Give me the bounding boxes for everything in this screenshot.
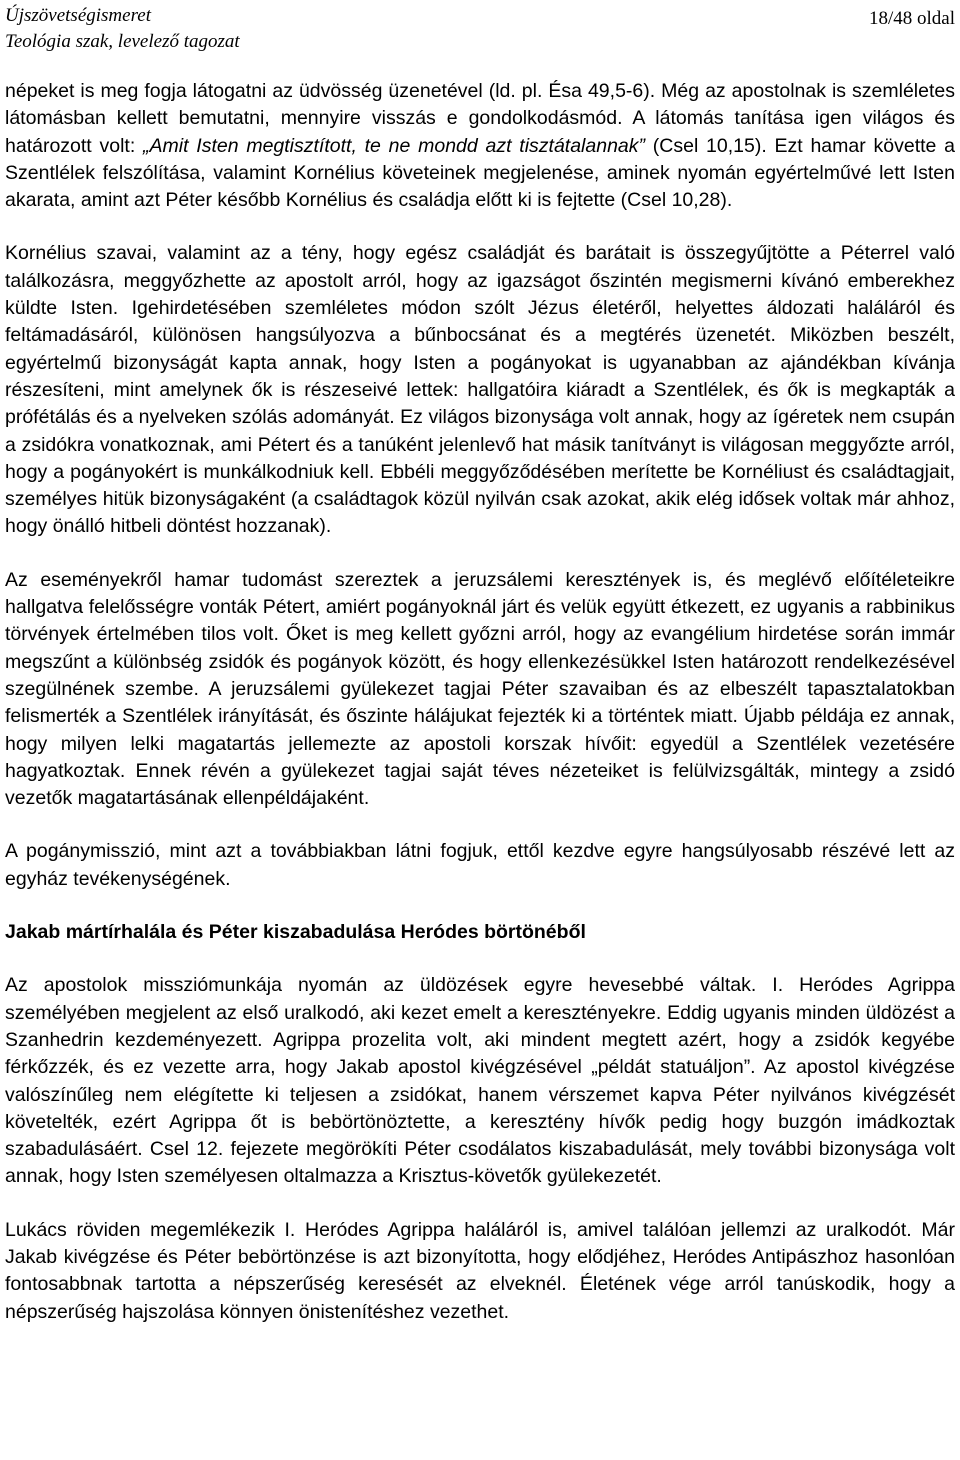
- paragraph-4: A pogánymisszió, mint azt a továbbiakban látni fogjuk, ettől kezdve egyre hangsúlyosabb részévé lett az egyház tevékenységének.: [5, 840, 955, 890]
- page-number: 18/48 oldal: [868, 8, 955, 29]
- document-title: Újszövetségismeret: [5, 5, 151, 26]
- paragraph-5: Az apostolok missziómunkája nyomán az üldözések egyre hevesebbé váltak. I. Heródes Agrippa személyében megjelent az első uralkodó, aki kezet emelt a keresztényekre. Eddig ugyanis minden üldözést a Szanhedrin kezdeményezett. Agrippa prozelita volt, aki mindent megtett azért, hogy a zsidók kegyébe férkőzzék, és ez vezette arra, hogy Jakab apostol kivégzésével „példát statuáljon”. Az apostol kivégzése valószínűleg nem elégítette ki teljesen a zsidókat, hanem vérszemet kapva Péter nyilvános kivégzését követelték, ezért Agrippa őt is bebörtönöztette, a keresztény hívők pedig hogy buzgón imádkoztak szabadulásáért. Csel 12. fejezete megörökíti Péter csodálatos kiszabadulását, mely további bizonysága volt annak, hogy Isten személyesen oltalmazza a Krisztus-követők gyülekezetét.: [5, 974, 955, 1188]
- paragraph-1-text-b: (Csel 10,15). Ezt hamar követte a Szentlélek felszólítása, valamint Kornélius követeinek megjelenése, aminek nyomán egyértelművé lett Isten akarata, amint azt Péter később Kornélius és családja előtt ki is fejtette (Csel 10,28).: [5, 134, 955, 212]
- scripture-quote: „Amit Isten megtisztított, te ne mondd azt tisztátalannak”: [143, 134, 646, 157]
- page-header: [5, 3, 955, 55]
- paragraph-2: Kornélius szavai, valamint az a tény, hogy egész családját és barátait is összegyűjtötte a Péterrel való találkozásra, meggyőzhette az apostolt arról, hogy az igazságot őszintén megismerni kívánó emberekhez küldte Isten. Igehirdetésében szemléletes módon szólt Jézus életéről, helyettes áldozati haláláról és feltámadásáról, különösen hangsúlyozva a bűnbocsánat és a megtérés üzenetét. Miközben beszélt, egyértelmű bizonyságát kapta annak, hogy Isten a pogányokat is ugyanabban az ajándékban kívánja részesíteni, mint amelynek ők is részeseivé lettek: hallgatóira kiáradt a Szentlélek, és ők is megkapták a prófétálás és a nyelveken szólás adományát. Ez világos bizonysága volt annak, hogy az ígéretek nem csupán a zsidókra vonatkoznak, ami Pétert és a tanúként jelenlevő hat másik tanítványt is világosan meggyőzte arról, hogy a pogányokért is munkálkodniuk kell. Ebbéli meggyőződésében merítette be Kornéliust és családtagjait, személyes hitük bizonyságaként (a családtagok közül nyilván csak azokat, akik elég idősek voltak már ahhoz, hogy önálló hitbeli döntést hozzanak).: [5, 242, 955, 538]
- paragraph-6: Lukács röviden megemlékezik I. Heródes Agrippa haláláról is, amivel találóan jellemzi az uralkodót. Már Jakab kivégzése és Péter bebörtönzése is azt bizonyította, hogy elődjéhez, Heródes Antipászhoz hasonlóan fontosabbnak tartotta a népszerűség keresését az elveknél. Életének vége arról tanúskodik, hogy a népszerűség hajszolása könnyen önistenítéshez vezethet.: [5, 1218, 955, 1323]
- paragraph-3: Az eseményekről hamar tudomást szereztek a jeruzsálemi keresztények is, és meglévő előítéleteikre hallgatva felelősségre vonták Pétert, amiért pogányoknál járt és velük együtt étkezett, ez ugyanis a rabbinikus törvények értelmében tilos volt. Őket is meg kellett győzni arról, hogy az evangélium hirdetése során immár megszűnt a különbség zsidók és pogányok között, és hogy ellenkezésükkel Isten határozott rendelkezésével szegülnének szembe. A jeruzsálemi gyülekezet tagjai Péter szavaiban és az elbeszélt tapasztalatokban felismerték a Szentlélek irányítását, és őszinte hálájukat fejezték ki a történtek miatt. Újabb példája ez annak, hogy milyen lelki magatartás jellemezte az apostoli korszak hívőit: egyedül a Szentlélek vezetésére hagyatkoztak. Ennek révén a gyülekezet tagjai saját téves nézeteiket is felülvizsgálták, mintegy a zsidó vezetők magatartásának ellenpéldájaként.: [5, 568, 955, 810]
- section-heading: Jakab mártírhalála és Péter kiszabadulása Heródes börtönéből: [5, 921, 586, 944]
- paragraph-1-text-a: népeket is meg fogja látogatni az üdvösség üzenetével (ld. pl. Ésa 49,5-6). Még az apostolnak is szemléletes látomásban kellett bemutatni, mennyire visszás e gondolkodásmód. A látomás tanítása igen világos és határozott volt:: [5, 80, 955, 157]
- paragraph-1: [5, 78, 955, 214]
- document-body: [5, 78, 955, 1326]
- document-subtitle: Teológia szak, levelező tagozat: [5, 31, 240, 52]
